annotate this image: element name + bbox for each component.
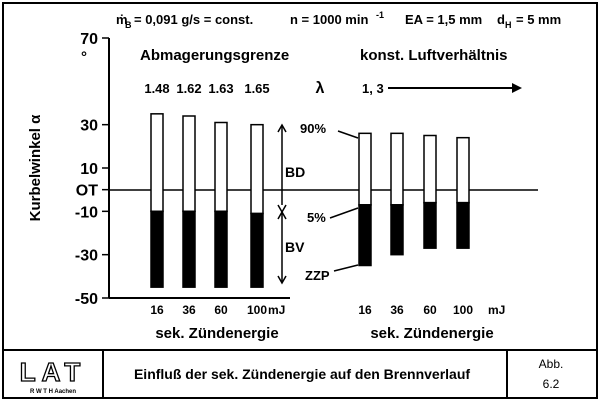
engine-speed: n = 1000 min bbox=[290, 12, 369, 27]
bar-burn-duration bbox=[215, 123, 227, 212]
y-tick-label: OT bbox=[75, 182, 98, 200]
lambda-value-label: 1.62 bbox=[176, 81, 202, 96]
engine-speed-exponent: -1 bbox=[376, 10, 385, 20]
abb-number: 6.2 bbox=[542, 377, 560, 391]
bar-ignition-delay bbox=[457, 203, 469, 249]
zzp-leader bbox=[334, 265, 358, 271]
mass-flow-text: = 0,091 g/s = const. bbox=[134, 12, 254, 27]
x-tick-label: 36 bbox=[182, 303, 196, 317]
x-tick-label: 100 bbox=[246, 303, 268, 317]
bar-burn-duration bbox=[151, 114, 163, 212]
abb-label: Abb. bbox=[538, 357, 564, 371]
x-tick-label: 60 bbox=[423, 303, 437, 317]
bar-ignition-delay bbox=[183, 211, 195, 287]
bar-burn-duration bbox=[183, 116, 195, 211]
lambda-labels bbox=[144, 81, 269, 96]
bd-label: BD bbox=[285, 164, 306, 180]
y-tick-label: 30 bbox=[80, 117, 98, 135]
lambda-value-label: 1.63 bbox=[208, 81, 234, 96]
x-tick-label: 36 bbox=[390, 303, 404, 317]
group-title-lean-limit: Abmagerungsgrenze bbox=[140, 47, 290, 64]
p90-label: 90% bbox=[300, 121, 327, 136]
lambda-value-label: 1.48 bbox=[144, 81, 170, 96]
bv-label: BV bbox=[285, 239, 305, 255]
p90-leader bbox=[338, 131, 358, 138]
electrode-gap: EA = 1,5 mm bbox=[405, 12, 483, 27]
bar-ignition-delay bbox=[424, 203, 436, 249]
mass-flow-symbol: ṁ bbox=[116, 12, 128, 27]
dh-symbol: d bbox=[497, 12, 505, 27]
lat-logo-subtitle: R W T H Aachen bbox=[29, 389, 77, 395]
dh-subscript: H bbox=[505, 20, 512, 30]
y-tick-label: -50 bbox=[74, 291, 98, 308]
lat-logo: LAT bbox=[19, 357, 87, 387]
x-tick-label: 16 bbox=[150, 303, 164, 317]
p5-label: 5% bbox=[307, 210, 326, 225]
bars bbox=[151, 114, 469, 287]
bar-ignition-delay bbox=[215, 211, 227, 287]
zzp-label: ZZP bbox=[305, 268, 330, 283]
y-tick-label: -30 bbox=[74, 247, 98, 265]
y-tick-label: 70 bbox=[80, 31, 98, 48]
p5-leader bbox=[330, 208, 358, 218]
lambda-arrow-head bbox=[512, 83, 522, 93]
lambda-symbol: λ bbox=[315, 80, 325, 97]
group-title-const-lambda: konst. Luftverhältnis bbox=[360, 47, 508, 64]
mass-flow-subscript: B bbox=[125, 20, 132, 30]
bar-burn-duration bbox=[391, 133, 403, 205]
bar-burn-duration bbox=[359, 133, 371, 205]
bar-ignition-delay bbox=[151, 211, 163, 287]
y-tick-label: 10 bbox=[80, 161, 98, 178]
x-tick-labels bbox=[150, 303, 473, 317]
y-tick-label: -10 bbox=[74, 204, 98, 222]
x-tick-label: 16 bbox=[358, 303, 372, 317]
chart-header bbox=[116, 10, 561, 30]
outer-frame bbox=[3, 3, 597, 398]
bar-burn-duration bbox=[424, 136, 436, 203]
y-axis-unit: ° bbox=[81, 49, 87, 66]
lambda-value-label: 1.65 bbox=[244, 81, 270, 96]
x-tick-label: 100 bbox=[452, 303, 474, 317]
y-axis-label: Kurbelwinkel α bbox=[27, 114, 44, 222]
y-ticks bbox=[75, 31, 109, 308]
x-axis-label-left: sek. Zündenergie bbox=[155, 325, 279, 342]
bar-burn-duration bbox=[251, 125, 263, 214]
bar-burn-duration bbox=[457, 138, 469, 203]
dh-value: = 5 mm bbox=[516, 12, 562, 27]
lambda-constant-value: 1, 3 bbox=[362, 81, 384, 96]
bar-ignition-delay bbox=[251, 214, 263, 288]
bar-ignition-delay bbox=[391, 205, 403, 255]
x-unit-right: mJ bbox=[488, 303, 506, 317]
x-unit-left: mJ bbox=[268, 303, 286, 317]
bd-bracket bbox=[278, 125, 286, 283]
x-tick-label: 60 bbox=[214, 303, 228, 317]
figure-caption: Einfluß der sek. Zündenergie auf den Brennverlauf bbox=[133, 366, 471, 382]
x-axis-label-right: sek. Zündenergie bbox=[370, 325, 494, 342]
bar-ignition-delay bbox=[359, 205, 371, 266]
